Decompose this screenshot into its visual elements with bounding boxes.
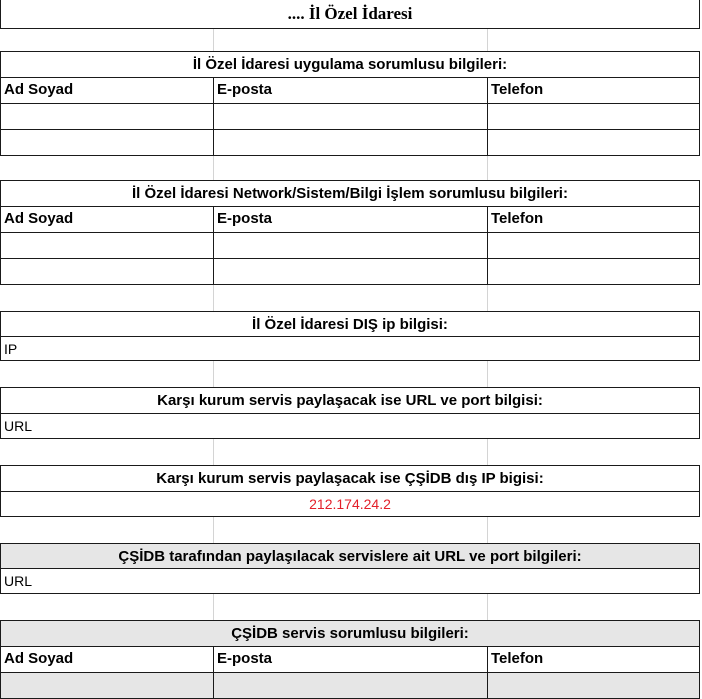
cell-ad-soyad[interactable] — [1, 673, 214, 698]
url-value-field[interactable]: URL — [0, 414, 700, 439]
data-row-entry[interactable] — [0, 233, 700, 259]
cell-telefon[interactable] — [488, 104, 699, 129]
grid-line — [487, 439, 488, 465]
grid-line — [487, 594, 488, 620]
grid-line — [487, 29, 488, 51]
section-heading-url-port: Karşı kurum servis paylaşacak ise URL ve port bilgisi: — [0, 387, 700, 414]
grid-line — [213, 156, 214, 180]
column-ad-soyad: Ad Soyad — [1, 207, 214, 232]
data-row-entry[interactable] — [0, 673, 700, 699]
cell-e-posta[interactable] — [214, 233, 488, 258]
column-ad-soyad: Ad Soyad — [1, 78, 214, 103]
column-header-row — [0, 78, 700, 104]
cell-ad-soyad[interactable] — [1, 104, 214, 129]
cell-e-posta[interactable] — [214, 130, 488, 155]
column-e-posta: E-posta — [214, 647, 488, 672]
section-heading-csidb-ip: Karşı kurum servis paylaşacak ise ÇŞİDB dış IP bigisi: — [0, 465, 700, 492]
page-title: .... İl Özel İdaresi — [0, 0, 700, 29]
section-heading-dis-ip: İl Özel İdaresi DIŞ ip bilgisi: — [0, 311, 700, 337]
grid-line — [487, 517, 488, 543]
column-e-posta: E-posta — [214, 78, 488, 103]
services-url-field[interactable]: URL — [0, 569, 700, 594]
data-row-entry[interactable] — [0, 259, 700, 285]
cell-ad-soyad[interactable] — [1, 259, 214, 284]
cell-e-posta[interactable] — [214, 104, 488, 129]
column-telefon: Telefon — [491, 81, 544, 98]
column-e-posta: E-posta — [214, 207, 488, 232]
section-heading-csidb-services: ÇŞİDB tarafından paylaşılacak servislere ait URL ve port bilgileri: — [0, 543, 700, 569]
csidb-ip-value: 212.174.24.2 — [0, 492, 700, 517]
cell-e-posta[interactable] — [214, 673, 488, 698]
section-heading-network: İl Özel İdaresi Network/Sistem/Bilgi İşlem sorumlusu bilgileri: — [0, 180, 700, 207]
cell-ad-soyad[interactable] — [1, 233, 214, 258]
column-telefon: Telefon — [491, 650, 544, 667]
cell-ad-soyad[interactable] — [1, 130, 214, 155]
grid-line — [487, 156, 488, 180]
cell-telefon[interactable] — [488, 130, 699, 155]
grid-line — [213, 285, 214, 311]
ip-value-field[interactable]: IP — [0, 337, 700, 361]
column-telefon: Telefon — [491, 210, 544, 227]
section-heading-uygulama: İl Özel İdaresi uygulama sorumlusu bilgileri: — [0, 51, 700, 78]
data-row-entry[interactable] — [0, 130, 700, 156]
cell-telefon[interactable] — [488, 233, 699, 258]
grid-line — [213, 439, 214, 465]
grid-line — [487, 285, 488, 311]
cell-telefon[interactable] — [488, 673, 699, 698]
cell-telefon[interactable] — [488, 259, 699, 284]
grid-line — [213, 29, 214, 51]
column-ad-soyad: Ad Soyad — [1, 647, 214, 672]
column-header-row — [0, 207, 700, 233]
column-header-row — [0, 647, 700, 673]
grid-line — [213, 594, 214, 620]
cell-e-posta[interactable] — [214, 259, 488, 284]
section-heading-csidb-contact: ÇŞİDB servis sorumlusu bilgileri: — [0, 620, 700, 647]
grid-line — [213, 361, 214, 387]
grid-line — [487, 361, 488, 387]
data-row-entry[interactable] — [0, 104, 700, 130]
grid-line — [213, 517, 214, 543]
